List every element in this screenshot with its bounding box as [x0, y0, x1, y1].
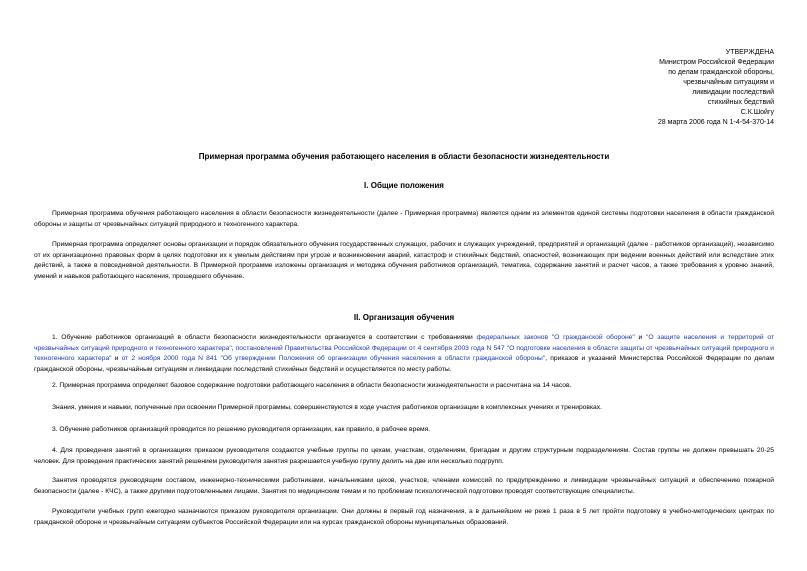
paragraph-text: и	[634, 334, 646, 341]
approval-line: 28 марта 2006 года N 1-4-54-370-14	[657, 119, 774, 126]
document-title: Примерная программа обучения работающего населения в области безопасности жизнедеятельности	[198, 152, 610, 161]
paragraph: Занятия проводятся руководящим составом, инженерно-техническими работниками, начальниками цехов, участков, членами комиссий по предупреждению и ликвидации чрезвычайных ситуаций и обеспечению пожарной безопасности (далее - КЧС), а также другими подготовленными лицами. Занятия по медицинским темам и по проблемам психологической подготовки проводят соответствующие специалисты.	[34, 477, 774, 495]
decree-link-547[interactable]: постановлений Правительства Российской Федерации от 4 сентября 2003 года N 547 "О подготовке населения в области защиты от чрезвычайных ситуаций природного и техногенного характера"	[34, 344, 774, 363]
approval-line: Министром Российской Федерации	[659, 59, 774, 66]
approval-line: чрезвычайным ситуациям и	[683, 79, 774, 86]
paragraph: 4. Для проведения занятий в организациях приказом руководителя создаются учебные группы по цехам, участкам, отделениям, бригадам и другим структурным подразделениям. Состав группы не должен превышать 20-25 человек. Для проведения практических занятий решением руководителя занятия разрешается учебную группу делить на две или несколько подгрупп.	[34, 447, 774, 465]
approval-line: ликвидации последствий	[692, 89, 774, 96]
paragraph: Руководители учебных групп ежегодно назначаются приказом руководителя организации. Они должны в первый год назначения, а в дальнейшем не реже 1 раза в 5 лет пройти подготовку в учебно-методических центрах по гражданской обороне и чрезвычайным ситуациям субъектов Российской Федерации или на курсах гражданской обороны муниципальных образований.	[34, 508, 774, 526]
approval-line: по делам гражданской обороны,	[668, 69, 774, 76]
paragraph: 2. Примерная программа определяет базовое содержание подготовки работающего населения в области безопасности жизнедеятельности и рассчитана на 14 часов.	[52, 382, 572, 389]
section-heading: II. Организация обучения	[353, 313, 455, 322]
paragraph-text: ,	[231, 344, 236, 352]
paragraph-text: , приказов и указаний Министерства Российской Федерации по делам гражданской обороны, чрезвычайным ситуациям и ликвидации последствий стихийных бедствий и осуществляется по месту работы.	[34, 355, 775, 373]
approval-line: УТВЕРЖДЕНА	[725, 49, 774, 56]
paragraph: Знания, умения и навыки, полученные при освоении Примерной программы, совершенствуются в ходе участия работников организации в комплексных учениях и тренировках.	[52, 404, 602, 411]
approval-stamp	[514, 48, 774, 128]
paragraph-text: 1. Обучение работников организаций в области безопасности жизнедеятельности организуется в соответствии с требованиями	[52, 334, 477, 341]
paragraph: Примерная программа определяет основы организации и порядок обязательного обучения государственных служащих, рабочих и служащих учреждений, предприятий и организаций (далее - работников организаций), независимо от их организационно правовых форм в целях подготовки их к умелым действиям при угрозе и возникновении аварий, катастроф и стихийных бедствий, опасностей, возникающих при ведении военных действий или вследствие этих действий, а также в повседневной деятельности. В Примерной программе изложены организация и методика обучения работников организаций, тематика, содержание занятий и расчет часов, а также требования к уровню знаний, умений и навыков работающего населения, прошедшего обучение.	[34, 241, 774, 280]
paragraph: 3. Обучение работников организаций проводится по решению руководителя организации, как правило, в рабочее время.	[52, 426, 431, 433]
approval-line: стихийных бедствий	[707, 99, 774, 106]
law-link-civil-defense[interactable]: федеральных законов "О гражданской обороне"	[476, 334, 635, 341]
section-heading: I. Общие положения	[364, 181, 444, 190]
paragraph: Примерная программа обучения работающего населения в области безопасности жизнедеятельности (далее - Примерная программа) является одним из элементов единой системы подготовки населения в области гражданской обороны и защиты от чрезвычайных ситуаций природного и техногенного характера.	[34, 210, 774, 228]
paragraph	[34, 333, 774, 375]
law-link-emergency-protection[interactable]: "О защите населения и территорий от чрезвычайных ситуаций природного и техногенного характера"	[34, 334, 775, 352]
paragraph-text: и	[111, 355, 122, 363]
approval-line: С.К.Шойгу	[740, 109, 774, 116]
decree-link-841[interactable]: от 2 ноября 2000 года N 841 "Об утверждении Положения об организации обучения населения в области гражданской обороны"	[121, 355, 546, 363]
